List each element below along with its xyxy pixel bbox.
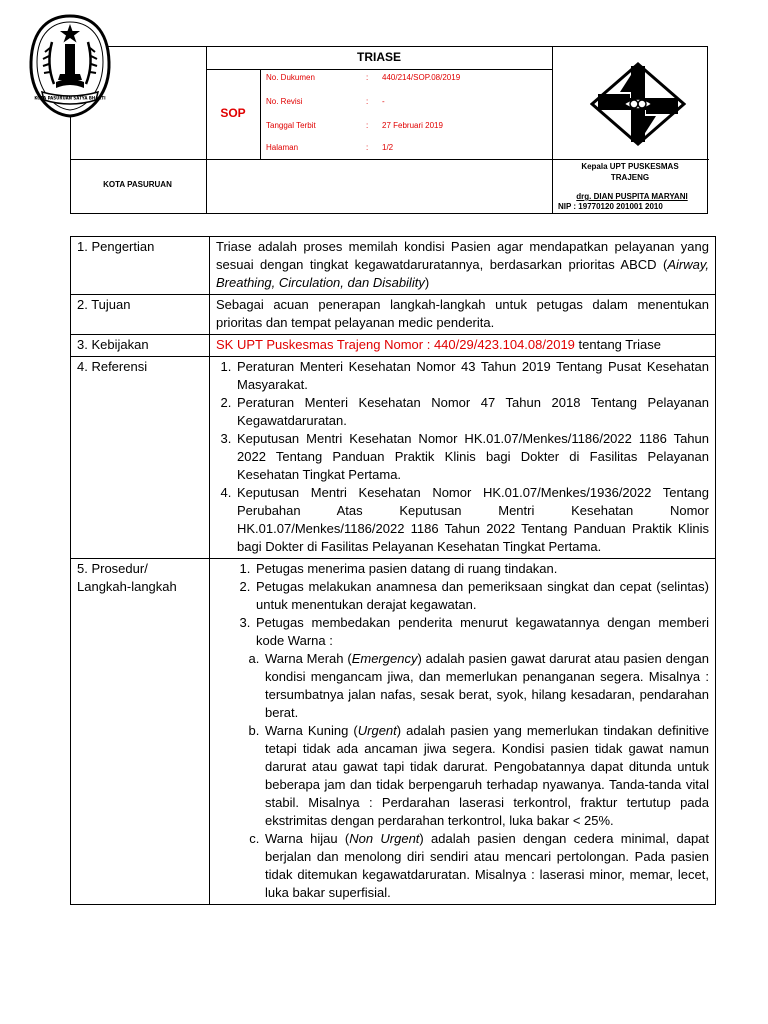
header-sop-divider: [260, 69, 261, 159]
meta-key: Tanggal Terbit: [266, 121, 316, 130]
document-title: TRIASE: [356, 50, 401, 64]
content-prosedur: [210, 559, 716, 905]
color-text: ) adalah pasien yang memerlukan tindakan definitive tetapi tidak ada ancaman jiwa segera. Kondisi pasien tidak gawat namun darurat atau gawat tapi tidak darurat. Pengobatannya dapat ditunda untuk beberapa jam dan tidak berpengaruh terhadap nyawanya. Tanda-tanda vital stabil. Misalnya : Perdarahan laserasi terkontrol, fraktur tertutup pada ekstrimitas dengan perdarahan terkontrol, luka bakar < 25%.: [265, 723, 709, 828]
color-code-yellow: [263, 722, 709, 830]
header-title-line: [206, 69, 552, 70]
color-italic: Non Urgent: [349, 831, 420, 846]
meta-colon: :: [366, 121, 369, 130]
referensi-item: 3. Keputusan Mentri Kesehatan Nomor HK.01.07/Menkes/1186/2022 1186 Tahun 2022 Tentang Panduan Praktik Klinis bagi Dokter di Fasilitas Pelayanan Kesehatan Tingkat Pertama.: [235, 430, 709, 484]
sop-label: SOP: [220, 106, 246, 120]
meta-value: -: [382, 97, 385, 106]
city-emblem-logo: [28, 14, 112, 118]
referensi-item: 1. Peraturan Menteri Kesehatan Nomor 43 Tahun 2019 Tentang Pusat Kesehatan Masyarakat.: [235, 358, 709, 394]
content-referensi: [210, 357, 716, 559]
pengertian-italic: Airway, Breathing, Circulation, dan Disability: [216, 257, 709, 290]
color-text: Warna Kuning (: [265, 723, 358, 738]
meta-value: 27 Februari 2019: [382, 121, 443, 130]
color-text: ) adalah pasien gawat darurat atau pasien dengan kondisi mengancam jiwa, dan memerlukan penanganan segera. Misalnya : tersumbatnya jalan nafas, sesak berat, syok, hilang kesadaran, pendarahan berat.: [265, 651, 709, 720]
referensi-item: 4. Keputusan Mentri Kesehatan Nomor HK.01.07/Menkes/1936/2022 Tentang Perubahan Atas Keputusan Mentri Kesehatan Nomor HK.01.07/Menkes/1186/2022 1186 Tahun 2022 Tentang Panduan Praktik Klinis bagi Dokter di Fasilitas Pelayanan Kesehatan Tingkat Pertama.: [235, 484, 709, 556]
puskesmas-logo: [590, 62, 686, 146]
header-divider-1: [206, 47, 207, 213]
prosedur-step: [254, 614, 709, 650]
row-kebijakan: [71, 335, 716, 357]
city-name: KOTA PASURUAN: [103, 180, 172, 189]
header-divider-2: [552, 47, 553, 213]
label-kebijakan: 3. Kebijakan: [71, 335, 210, 357]
color-text: Warna hijau (: [265, 831, 350, 846]
referensi-list: [216, 358, 709, 556]
pengertian-text: Triase adalah proses memilah kondisi Pasien agar mendapatkan pelayanan yang sesuai dengan tingkat kegawatdaruratannya, berdasarkan prioritas ABCD (: [216, 239, 709, 272]
signer-nip: NIP : 19770120 201001 2010: [558, 202, 663, 211]
signer-block: [558, 192, 706, 212]
kebijakan-text: tentang Triase: [574, 337, 661, 352]
meta-colon: :: [366, 73, 369, 82]
color-code-green: [263, 830, 709, 902]
label-prosedur-line-2: Langkah-langkah: [77, 579, 177, 594]
kepala-line-1: Kepala UPT PUSKESMAS: [581, 162, 679, 171]
kepala-line-2: TRAJENG: [610, 173, 650, 182]
color-code-red: [263, 650, 709, 722]
meta-colon: :: [366, 97, 369, 106]
label-pengertian: 1. Pengertian: [71, 237, 210, 295]
label-tujuan: 2. Tujuan: [71, 295, 210, 335]
row-prosedur: [71, 559, 716, 905]
color-code-list: [216, 650, 709, 902]
kepala-title: [552, 161, 708, 183]
color-italic: Emergency: [351, 651, 418, 666]
meta-value: 1/2: [382, 143, 394, 152]
prosedur-steps: [216, 560, 709, 650]
meta-key: No. Revisi: [266, 97, 303, 106]
kebijakan-sk-reference: SK UPT Puskesmas Trajeng Nomor : 440/29/423.104.08/2019: [216, 337, 575, 352]
label-referensi: 4. Referensi: [71, 357, 210, 559]
row-tujuan: [71, 295, 716, 335]
row-referensi: [71, 357, 716, 559]
content-kebijakan: [210, 335, 716, 357]
row-pengertian: [71, 237, 716, 295]
pengertian-close: ): [424, 275, 430, 290]
color-text: Warna Merah (: [265, 651, 352, 666]
content-tujuan: Sebagai acuan penerapan langkah-langkah untuk petugas dalam menentukan prioritas dan tempat pelayanan medic penderita.: [210, 295, 716, 335]
signer-name: drg. DIAN PUSPITA MARYANI: [576, 192, 688, 201]
prosedur-step: 1. Petugas menerima pasien datang di ruang tindakan.: [254, 560, 709, 578]
referensi-item: 2. Peraturan Menteri Kesehatan Nomor 47 Tahun 2018 Tentang Pelayanan Kegawatdaruratan.: [235, 394, 709, 430]
content-pengertian: [210, 237, 716, 295]
prosedur-step: 2. Petugas melakukan anamnesa dan pemeriksaan singkat dan cepat (selintas) untuk menentukan derajat kegawatan.: [254, 578, 709, 614]
meta-key: Halaman: [266, 143, 299, 152]
sop-content-table: [70, 236, 716, 905]
label-prosedur: [71, 559, 210, 905]
emblem-banner-text: KOTA PASURUAN SATYA BHAKTI: [34, 95, 106, 101]
meta-value: 440/214/SOP.08/2019: [382, 73, 461, 82]
prosedur-step-text: Petugas membedakan penderita menurut kegawatannya dengan memberi kode Warna :: [256, 615, 709, 648]
header-bottom-line: [71, 159, 709, 160]
color-text: ) adalah pasien dengan cedera minimal, dapat berjalan dan menolong diri sendiri atau mencari pertolongan. Pada pasien tidak ditemukan kegawatdaruratan. Misalnya : laserasi minor, memar, lecet, luka bakar superfisial.: [265, 831, 710, 900]
color-italic: Urgent: [357, 723, 397, 738]
label-prosedur-line-1: 5. Prosedur/: [77, 561, 148, 576]
meta-colon: :: [366, 143, 369, 152]
meta-key: No. Dukumen: [266, 73, 315, 82]
